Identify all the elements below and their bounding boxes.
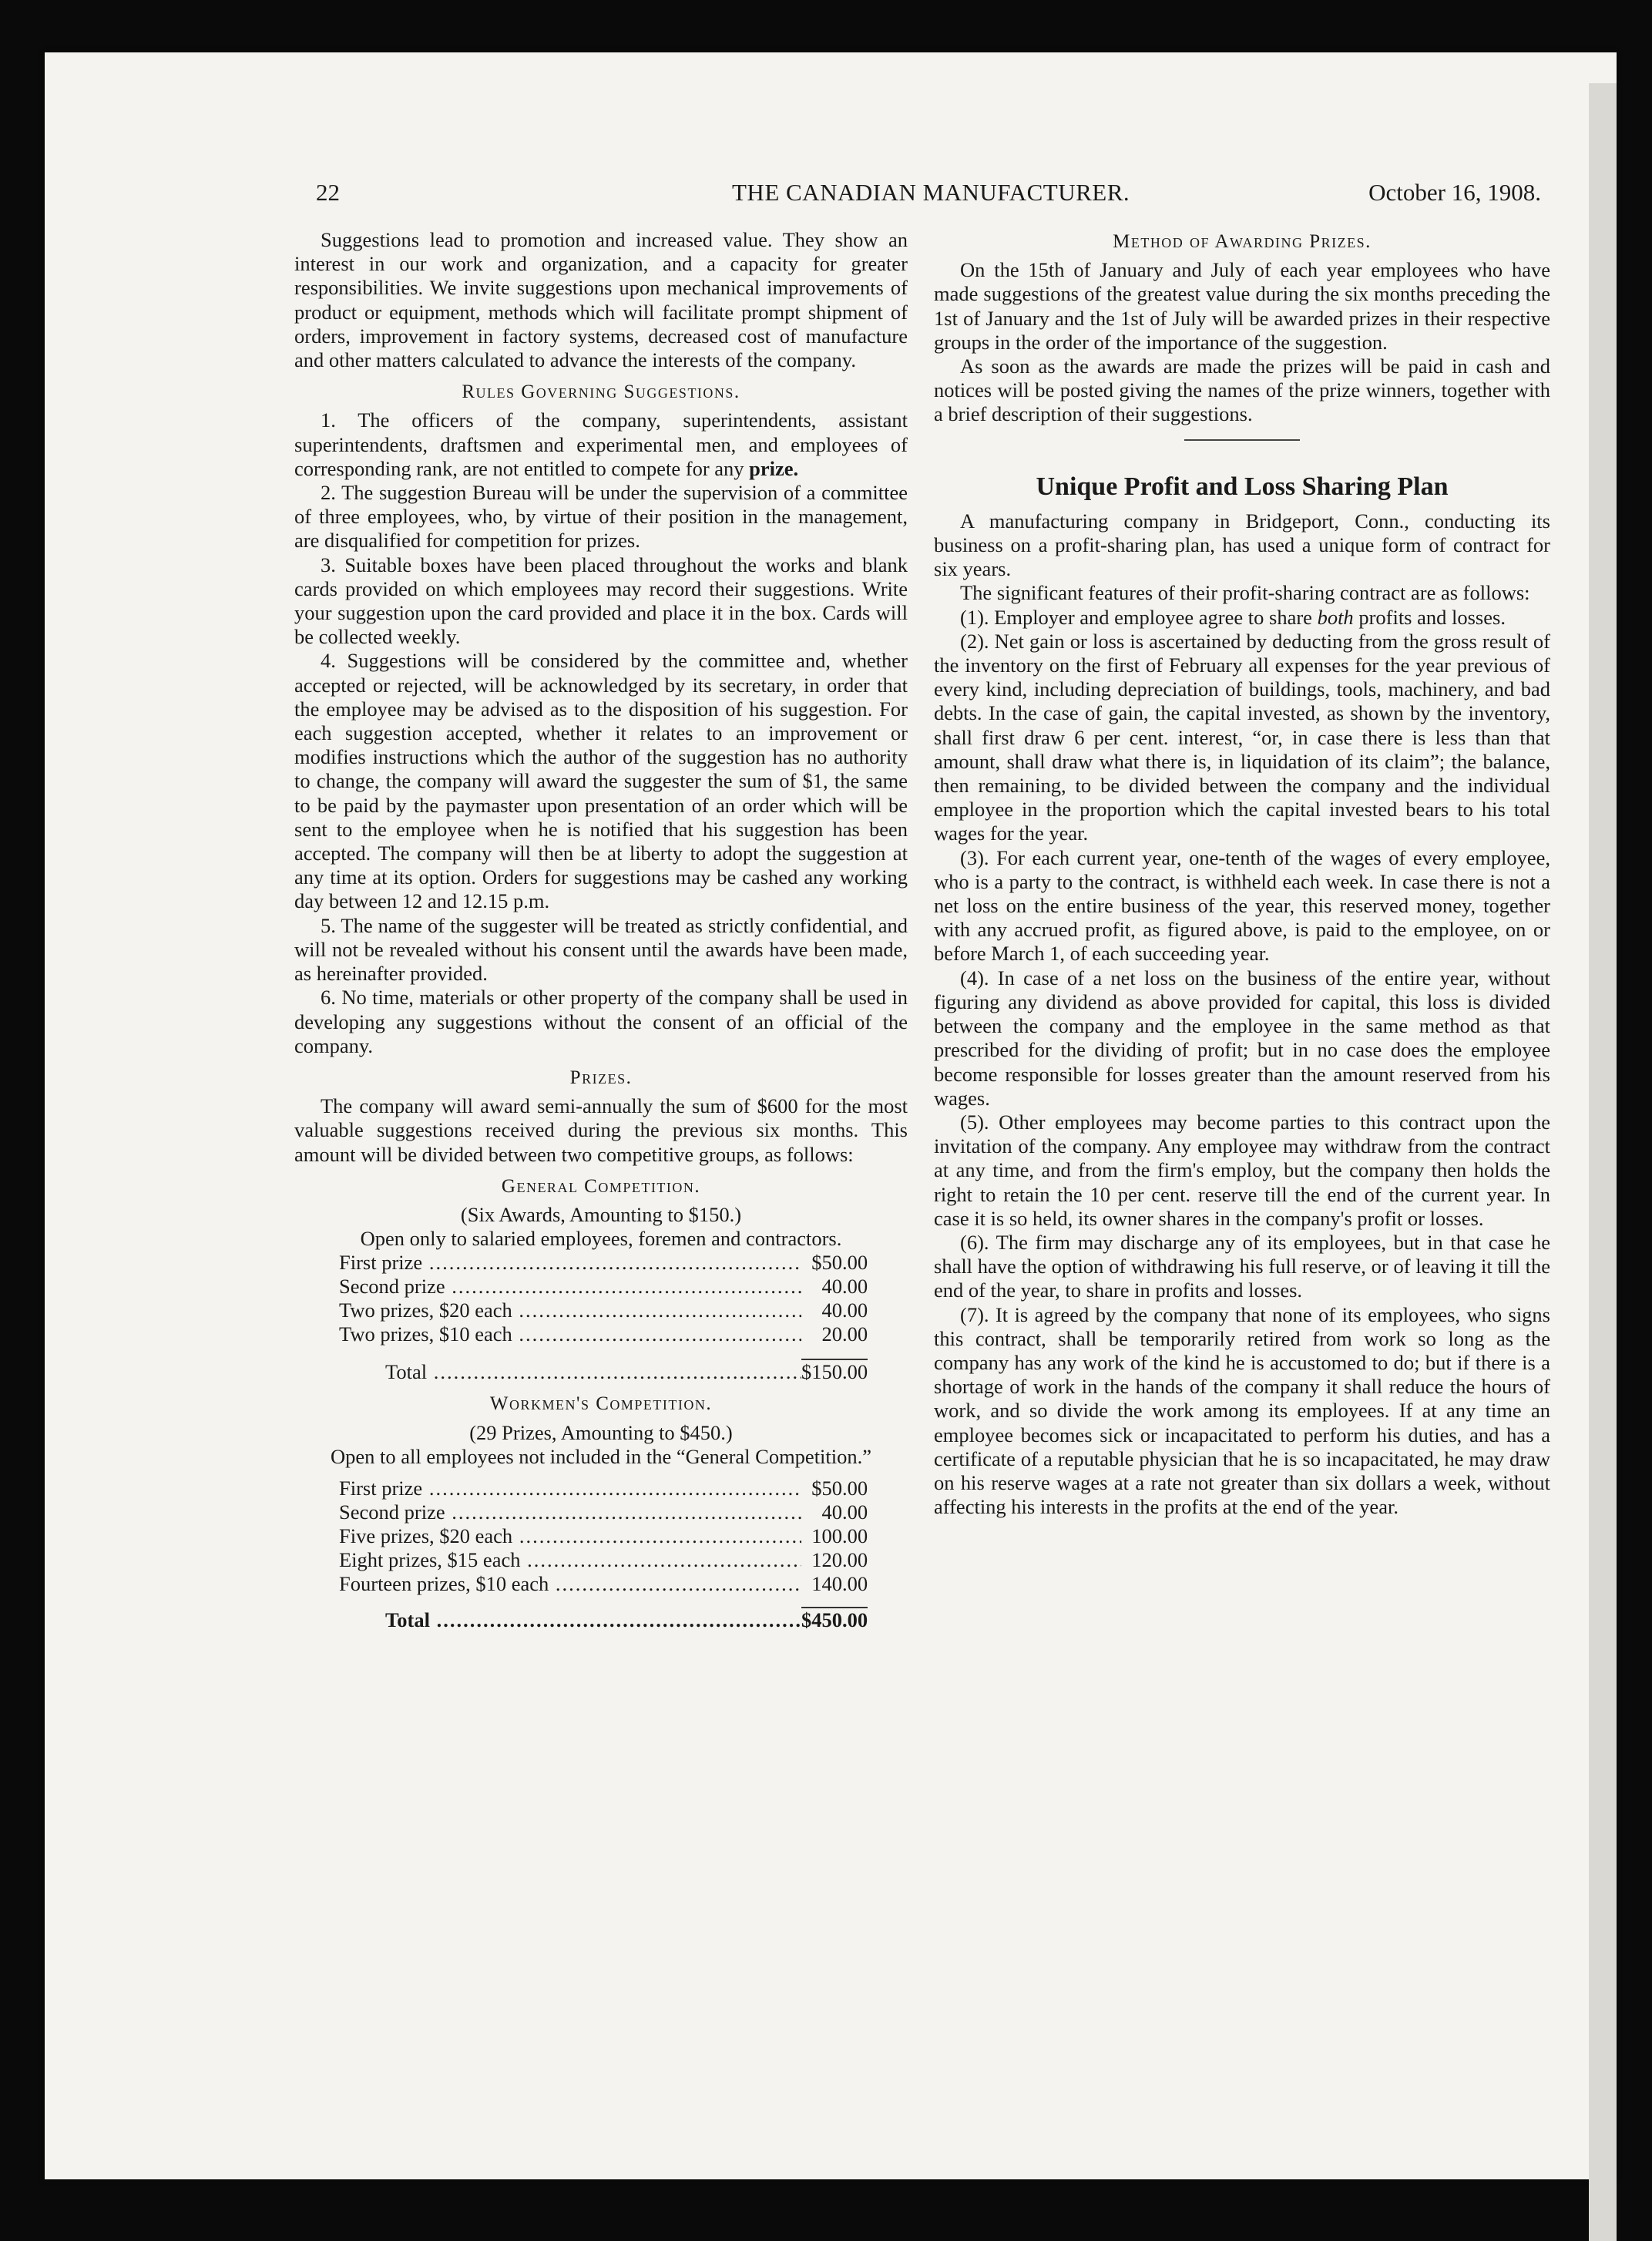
clause-2: (2). Net gain or loss is ascertained by deducting from the gross result of the inventory on the first of February all expenses for the year previous of every kind, including depreciation of buildings, tools, machinery, and bad debts. In the case of gain, the capital invested, as shown by the inventory, shall first draw 6 per cent. interest, “or, in case there is less than that amount, shall draw what there is, in liquidation of its claim”; the balance, then remaining, to be divided between the company and the individual employee in the proportion which the capital invested bears to his total wages for the year. [934,629,1550,845]
page-edge [1589,83,1617,2241]
page-number: 22 [316,179,340,206]
right-column [934,228,1550,1519]
prize-row: First prize ..... $50.00 [339,1251,868,1275]
prize-row: First prize ..... $50.00 [339,1477,868,1500]
rule-4: 4. Suggestions will be considered by the committee and, whether accepted or rejected, will be acknowledged by its secretary, in order that the employee may be advised as to the disposition of his suggestion. For each suggestion accepted, whether it relates to an improvement or modifies instructions which the author of the suggestion has no authority to change, the company will award the suggester the sum of $1, the same to be paid by the paymaster upon presentation of an order which will be sent to the employee when he is notified that his suggestion has been accepted. The company will then be at liberty to adopt the suggestion at any time at its option. Orders for suggestions may be cashed any working day between 12 and 12.15 p.m. [294,649,908,913]
magazine-title: THE CANADIAN MANUFACTURER. [732,179,1130,206]
workmen-prize-table [339,1477,868,1632]
method-paragraph-2: As soon as the awards are made the prizes will be paid in cash and notices will be posted giving the names of the prize winners, together with a brief description of their suggestions. [934,354,1550,426]
prize-row: Second prize ..... 40.00 [339,1500,868,1524]
rule-2: 2. The suggestion Bureau will be under the supervision of a committee of three employees, who, by virtue of their position in the management, are disqualified for competition for prizes. [294,481,908,553]
prize-row: Second prize ..... 40.00 [339,1275,868,1299]
workmen-competition-subtitle: (29 Prizes, Amounting to $450.) [469,1420,733,1444]
general-competition-heading: General Competition. [501,1175,701,1197]
prize-row: Fourteen prizes, $10 each ..... 140.00 [339,1572,868,1596]
left-column [294,228,908,1632]
rule-5: 5. The name of the suggester will be treated as strictly confidential, and will not be revealed without his consent until the awards have been made, as hereinafter provided. [294,913,908,986]
issue-date: October 16, 1908. [1368,179,1541,206]
rules-heading: Rules Governing Suggestions. [462,381,740,403]
general-competition-subtitle: (Six Awards, Amounting to $150.) [460,1202,742,1226]
clause-1: (1). Employer and employee agree to share both profits and losses. [960,605,1506,629]
clause-3: (3). For each current year, one-tenth of the wages of every employee, who is a party to the contract, is withheld each week. In case there is not a net loss on the entire business of the year, this reserved money, together with any accrued profit, as figured above, is paid to the employee, on or before March 1, of each succeeding year. [934,845,1550,966]
clause-7: (7). It is agreed by the company that none of its employees, who signs this contract, shall be temporarily retired from work so long as the company has any work of the kind he is accustomed to do; but if there is a shortage of work in the hands of the company it shall reduce the hours of work, and so divide the work among its employees. If at any time an employee becomes sick or incapacitated to perform his duties, and has a certificate of a reputable physician that he is so incapacitated, he may draw on his reserve wages at a rate not greater than six dollars a week, without affecting his interests in the profits at the end of the year. [934,1302,1550,1519]
workmen-competition-eligibility: Open to all employees not included in the “General Competition.” [330,1444,872,1468]
article-paragraph-2: The significant features of their profit-sharing contract are as follows: [960,581,1530,605]
prize-row: Two prizes, $10 each ..... 20.00 [339,1322,868,1346]
prize-row: Eight prizes, $15 each ..... 120.00 [339,1548,868,1572]
general-competition-eligibility: Open only to salaried employees, foremen and contractors. [360,1227,842,1251]
rule-1: 1. The officers of the company, superintendents, assistant superintendents, draftsmen and experimental men, and employees of corresponding rank, are not entitled to compete for any prize. [294,408,908,480]
running-header [316,179,1541,225]
workmen-total-row: Total ..... $450.00 [339,1608,868,1632]
prize-row: Five prizes, $20 each ..... 100.00 [339,1524,868,1548]
rule-3: 3. Suitable boxes have been placed throughout the works and blank cards provided on which employees may record their suggestions. Write your suggestion upon the card provided and place it in the box. Cards will be collected weekly. [294,553,908,649]
prize-row: Two prizes, $20 each ..... 40.00 [339,1299,868,1322]
prizes-paragraph: The company will award semi-annually the sum of $600 for the most valuable suggestions received during the previous six months. This amount will be divided between two competitive groups, as follows: [294,1094,908,1166]
clause-5: (5). Other employees may become parties to this contract upon the invitation of the company. Any employee may withdraw from the contract at any time, and from the firm's employ, but the company then holds the right to retain the 10 per cent. reserve till the end of the current year. In case it is so held, its owner shares in the company's profit or losses. [934,1110,1550,1230]
method-paragraph-1: On the 15th of January and July of each year employees who have made suggestions of the greatest value during the six months preceding the 1st of January and the 1st of July will be awarded prizes in their respective groups in the order of the importance of the suggestion. [934,258,1550,354]
clause-4: (4). In case of a net loss on the business of the entire year, without figuring any dividend as above provided for capital, this loss is divided between the company and the employee in the same method as that prescribed for the dividing of profit; but in no case does the employee become responsible for losses greater than the amount reserved from his wages. [934,966,1550,1110]
prizes-heading: Prizes. [569,1067,633,1088]
article-title: Unique Profit and Loss Sharing Plan [1036,472,1449,501]
general-total-row: Total ..... $150.00 [339,1360,868,1384]
rule-6: 6. No time, materials or other property of the company shall be used in developing any suggestions without the consent of an official of the company. [294,986,908,1057]
article-paragraph-1: A manufacturing company in Bridgeport, Conn., conducting its business on a profit-sharing plan, has used a unique form of contract for six years. [934,509,1550,581]
section-divider [1184,439,1300,441]
general-prize-table [339,1251,868,1384]
method-heading: Method of Awarding Prizes. [1113,231,1372,252]
workmen-competition-heading: Workmen's Competition. [489,1393,713,1415]
intro-paragraph: Suggestions lead to promotion and increased value. They show an interest in our work and organization, and a capacity for greater responsibilities. We invite suggestions upon mechanical improvements of product or equipment, methods which will facilitate prompt shipment of orders, improvement in factory systems, decreased cost of manufacture and other matters calculated to advance the interests of the company. [294,228,908,372]
clause-6: (6). The firm may discharge any of its employees, but in that case he shall have the option of withdrawing his full reserve, or of leaving it till the end of the year, to share in profits and losses. [934,1230,1550,1302]
